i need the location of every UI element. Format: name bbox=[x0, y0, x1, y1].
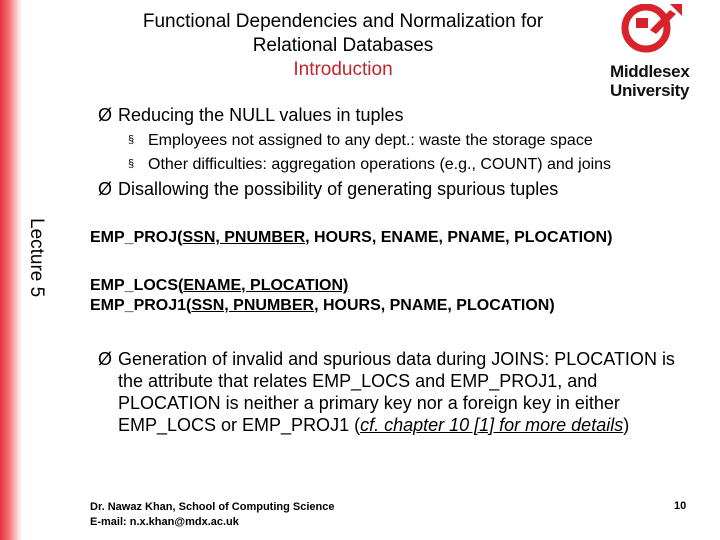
footer-email: E-mail: n.x.khan@mdx.ac.uk bbox=[90, 516, 239, 528]
schema-emp-proj1 bbox=[90, 296, 555, 316]
arrow-bullet-icon: Ø bbox=[98, 179, 113, 199]
footer bbox=[90, 500, 334, 530]
sub-bullet-storage bbox=[128, 130, 593, 151]
schema-rest: , HOURS, ENAME, PNAME, PLOCATION) bbox=[305, 229, 613, 246]
schema-rest: , HOURS, PNAME, PLOCATION) bbox=[314, 297, 555, 314]
paragraph-text bbox=[118, 348, 698, 436]
paragraph-body: Generation of invalid and spurious data during JOINS: PLOCATION is the attribute that relates EMP_LOCS and EMP_PROJ1, and PLOCATION is neither a primary key nor a foreign key in either EMP_LOCS or EMP_PROJ1 ( bbox=[118, 349, 675, 435]
lecture-side-label: Lecture 5 bbox=[26, 218, 47, 298]
page-number: 10 bbox=[674, 500, 687, 512]
slide-title bbox=[100, 10, 586, 82]
slide-subtitle: Introduction bbox=[293, 59, 393, 80]
schema-key: SSN, PNUMBER bbox=[182, 229, 306, 246]
schema-name: EMP_LOCS( bbox=[90, 277, 184, 294]
schema-name: EMP_PROJ( bbox=[90, 229, 183, 246]
cf-chapter-link[interactable]: cf. chapter 10 [1] for more details bbox=[360, 415, 624, 435]
footer-author: Dr. Nawaz Khan, School of Computing Science bbox=[90, 501, 335, 513]
square-bullet-icon: § bbox=[128, 158, 135, 170]
schema-emp-proj bbox=[90, 228, 612, 248]
arrow-bullet-icon: Ø bbox=[98, 105, 113, 125]
schema-key: ENAME, PLOCATION) bbox=[183, 277, 349, 294]
left-gradient-strip bbox=[0, 0, 22, 540]
sub-bullet-text: Employees not assigned to any dept.: waste the storage space bbox=[148, 132, 593, 149]
bullet-joins-paragraph bbox=[98, 348, 698, 436]
schema-name: EMP_PROJ1( bbox=[90, 297, 192, 314]
schema-key: SSN, PNUMBER bbox=[191, 297, 315, 314]
square-bullet-icon: § bbox=[128, 134, 135, 146]
logo-line-2: University bbox=[610, 81, 690, 100]
bullet-text: Reducing the NULL values in tuples bbox=[118, 105, 404, 125]
middlesex-logo-mark-icon bbox=[610, 4, 702, 60]
title-line-1: Functional Dependencies and Normalization for bbox=[142, 11, 544, 32]
bullet-null-values bbox=[98, 104, 404, 126]
university-logo bbox=[610, 4, 702, 102]
logo-line-1: Middlesex bbox=[610, 62, 690, 81]
logo-text bbox=[610, 62, 702, 100]
title-line-2: Relational Databases bbox=[252, 35, 434, 56]
sub-bullet-aggregation bbox=[128, 154, 611, 175]
bullet-spurious-tuples bbox=[98, 178, 558, 200]
schema-emp-locs bbox=[90, 276, 348, 296]
bullet-text: Disallowing the possibility of generating spurious tuples bbox=[118, 179, 559, 199]
sub-bullet-text: Other difficulties: aggregation operations (e.g., COUNT) and joins bbox=[148, 156, 612, 173]
arrow-bullet-icon: Ø bbox=[98, 349, 113, 369]
paragraph-close: ) bbox=[623, 415, 630, 435]
